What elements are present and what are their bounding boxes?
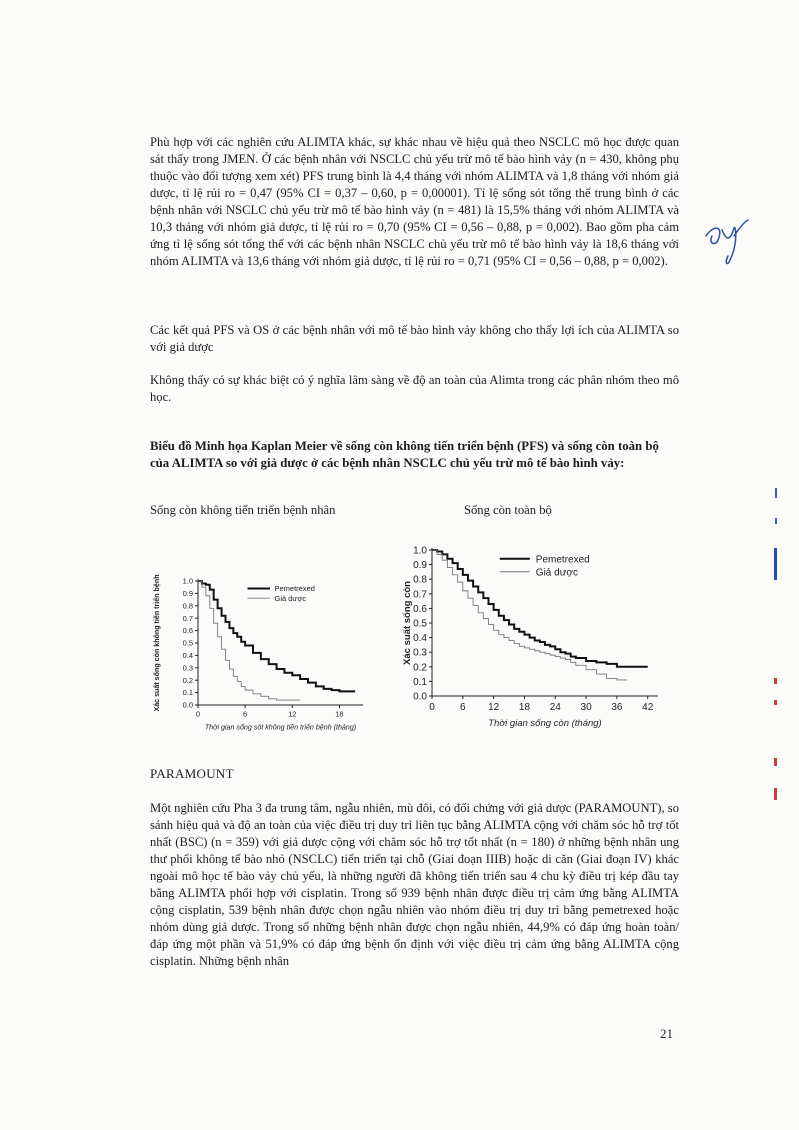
y-tick-label: 0.3 xyxy=(413,647,427,659)
y-tick-label: 0.2 xyxy=(413,662,427,674)
y-tick-label: 0.7 xyxy=(413,589,427,601)
y-tick-label: 0.8 xyxy=(413,574,427,586)
x-tick-label: 18 xyxy=(335,709,344,719)
y-tick-label: 0.6 xyxy=(182,626,193,636)
y-tick-label: 0.4 xyxy=(413,633,427,645)
os-kaplan-meier-chart xyxy=(398,538,668,748)
y-axis-label: Xác suất sống còn không tiến triển bệnh xyxy=(153,574,161,712)
x-tick-label: 30 xyxy=(580,702,592,713)
os-caption: Sống còn toàn bộ xyxy=(464,503,552,517)
y-tick-label: 0.9 xyxy=(413,560,427,572)
legend-label: Giả dược xyxy=(535,567,578,579)
y-tick-label: 0.0 xyxy=(413,691,427,703)
scan-edge-artifacts xyxy=(770,488,784,818)
legend-label: Giả dược xyxy=(274,593,307,603)
x-tick-label: 0 xyxy=(195,709,201,719)
y-tick-label: 0.8 xyxy=(182,601,193,611)
section-heading: PARAMOUNT xyxy=(150,766,234,781)
x-tick-label: 18 xyxy=(518,702,531,713)
y-tick-label: 0.3 xyxy=(182,663,193,673)
figure-title: Biểu đồ Minh họa Kaplan Meier về sống còn không tiến triển bệnh (PFS) và sống còn toàn bộ của ALIMTA so với giả dược ở các bệnh nhân NSCLC chủ yếu trừ mô tế bào hình vảy: xyxy=(150,439,659,470)
y-tick-label: 1.0 xyxy=(182,576,193,586)
x-tick-label: 36 xyxy=(611,702,623,713)
y-tick-label: 0.0 xyxy=(182,700,193,710)
legend-label: Pemetrexed xyxy=(274,584,315,594)
pfs-kaplan-meier-chart xyxy=(150,565,380,750)
intro-paragraph: Phù hợp với các nghiên cứu ALIMTA khác, sự khác nhau về hiệu quả theo NSCLC mô học được quan sát thấy trong JMEN. Ở các bệnh nhân với NSCLC chủ yếu trừ mô tế bào hình vảy (n = 430, không phụ thuộc vào đối tượng xem xét) PFS trung bình là 4,4 tháng với nhóm ALIMTA và 1,8 tháng với nhóm giả dược, tỉ lệ rủi ro = 0,47 (95% CI = 0,37 – 0,60, p = 0,00001). Tỉ lệ sống sót tổng thể trung bình ở các bệnh nhân với NSCLC chủ yếu trừ mô tế bào hình vảy (n = 481) là 15,5% tháng với nhóm ALIMTA và 10,3 tháng với nhóm giả dược, tỉ lệ rủi ro = 0,70 (95% CI = 0,56 – 0,88, p = 0,002). Bao gồm pha cảm ứng tỉ lệ sống sót tổng thể với các bệnh nhân NSCLC chủ yếu trừ mô tế bào hình vảy là 18,6 tháng với nhóm ALIMTA và 13,6 tháng với nhóm giả dược, tỉ lệ rủi ro = 0,71 (95% CI = 0,56 – 0,88, p = 0,002). xyxy=(150,135,679,268)
squamous-result-paragraph: Các kết quả PFS và OS ở các bệnh nhân với mô tế bào hình vảy không cho thấy lợi ích của ALIMTA so với giả dược xyxy=(150,323,679,354)
x-tick-label: 24 xyxy=(549,702,561,713)
y-tick-label: 0.5 xyxy=(182,638,193,648)
handwritten-initials-mark xyxy=(700,214,750,274)
x-axis-label: Thời gian sống còn (tháng) xyxy=(488,718,602,729)
y-tick-label: 0.4 xyxy=(182,651,193,661)
x-tick-label: 0 xyxy=(429,702,435,713)
x-tick-label: 12 xyxy=(488,702,500,713)
y-tick-label: 0.1 xyxy=(413,676,427,688)
y-tick-label: 0.6 xyxy=(413,603,427,615)
y-tick-label: 0.7 xyxy=(182,613,193,623)
page-number: 21 xyxy=(660,1026,673,1041)
x-tick-label: 6 xyxy=(460,702,466,713)
x-tick-label: 12 xyxy=(288,709,297,719)
x-tick-label: 42 xyxy=(642,702,654,713)
y-axis-label: Xác suất sống còn xyxy=(402,581,413,665)
safety-paragraph: Không thấy có sự khác biệt có ý nghĩa lâm sàng về độ an toàn của Alimta trong các phân nhóm theo mô học. xyxy=(150,373,679,404)
legend-label: Pemetrexed xyxy=(535,554,590,566)
x-tick-label: 6 xyxy=(243,709,248,719)
y-tick-label: 1.0 xyxy=(413,545,427,557)
y-tick-label: 0.9 xyxy=(182,589,193,599)
y-tick-label: 0.2 xyxy=(182,675,193,685)
paramount-paragraph: Một nghiên cứu Pha 3 đa trung tâm, ngẫu nhiên, mù đôi, có đối chứng với giả dược (PARAMOUNT), so sánh hiệu quả và độ an toàn của việc điều trị duy trì liên tục bằng ALIMTA cộng với chăm sóc hỗ trợ tốt nhất (BSC) (n = 359) với giả dược cộng với chăm sóc hỗ trợ tốt nhất (n = 180) ở những bệnh nhân ung thư phổi không tế bào nhỏ (NSCLC) tiến triển tại chỗ (Giai đoạn IIIB) hoặc di căn (Giai đoạn IV) khác ngoài mô học tế bào vảy chủ yếu, là những người đã không tiến triển sau 4 chu kỳ điều trị kép đầu tay bằng ALIMTA phối hợp với cisplatin. Trong số 939 bệnh nhân được điều trị cảm ứng bằng ALIMTA cộng cisplatin, 539 bệnh nhân được chọn ngẫu nhiên vào nhóm điều trị duy trì bằng pemetrexed hoặc nhóm dùng giả dược. Trong số những bệnh nhân được chọn ngẫu nhiên, 44,9% có đáp ứng hoàn toàn/đáp ứng một phần và 51,9% có đáp ứng bệnh ổn định với việc điều trị cảm ứng bằng ALIMTA cộng cisplatin. Những bệnh nhân xyxy=(150,801,679,968)
y-tick-label: 0.5 xyxy=(413,618,427,630)
pfs-caption: Sống còn không tiến triển bệnh nhân xyxy=(150,503,336,517)
x-axis-label: Thời gian sống sót không tiến triển bệnh (tháng) xyxy=(204,723,357,732)
y-tick-label: 0.1 xyxy=(182,688,193,698)
